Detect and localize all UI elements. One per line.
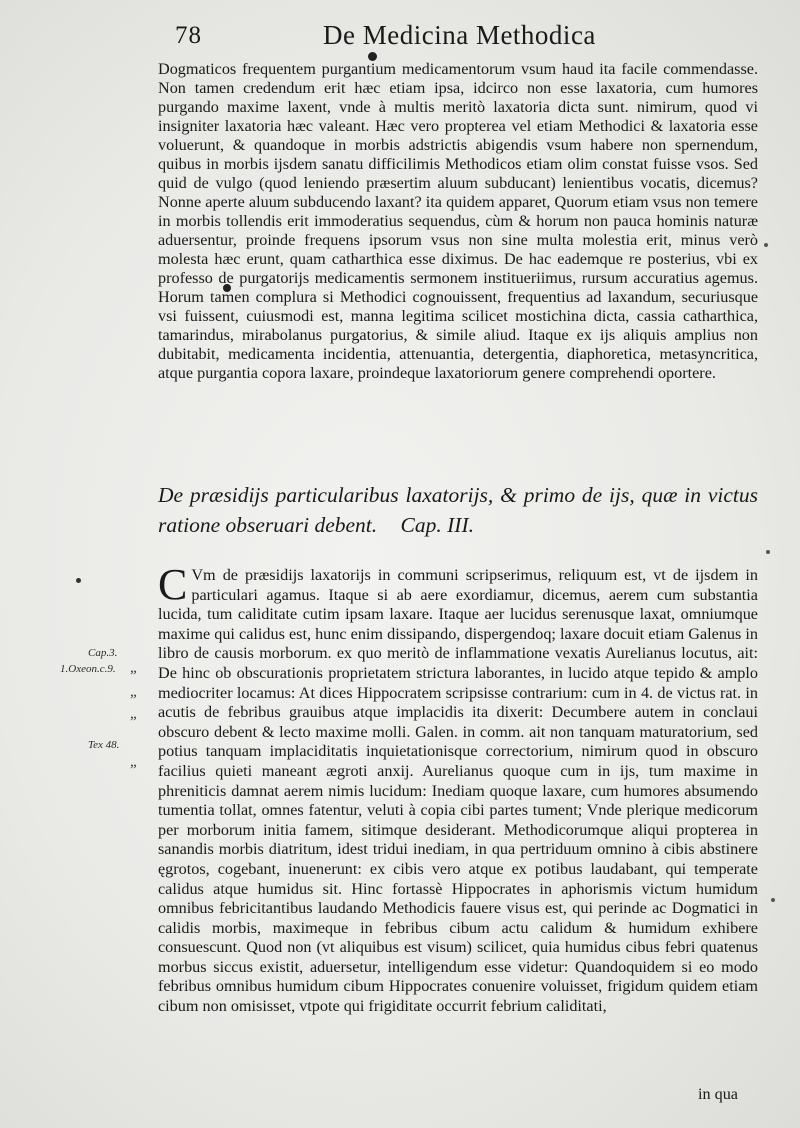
chapter-heading-text: De præsidijs particularibus laxatorijs, & primo de ijs, quæ in victus ratione obseruari debent.	[158, 483, 758, 537]
page-number: 78	[175, 22, 202, 49]
body-paragraph: Dogmaticos frequentem purgantium medicamentorum vsum haud ita facile commendasse. Non tamen credendum erit hæc etiam ipsa, idcirco non esse laxatoria, cum humores purgando maxime laxent, vnde à multis meritò laxatoria dicta sunt. nimirum, quod vi insigniter laxatoria hæc valeant. Hæc vero propterea vel etiam Methodici & laxatoria esse voluerunt, & quandoque in morbis adstrictis abigendis vsum habere non spernendum, quibus in morbis ijsdem sanatu difficilimis Methodicos etiam olim constat fuisse vsos. Sed quid de vulgo (quod leniendo præsertim aluum subducant) lenientibus vocatis, dicemus? Nonne aperte aluum subducendo laxant? ita quidem apparet, Quorum etiam vsus non temere in morbis tollendis erit immoderatius sequendus, cùm & horum non pauca hominis naturæ aduersentur, proinde frequens ipsorum vsus non sine multa molestia erit, minus verò molesta hæc erunt, quam catharthica esse diximus. De hac eademque re posterius, vbi ex professo de purgatorijs medicamentis sermonem institueriimus, rursum accuratius agemus. Horum tamen complura si Methodici cognouissent, frequentius ad laxandum, securiusque vsi fuissent, cuiusmodi est, manna legitima scilicet mostichina dicta, cassia catharthica, tamarindus, mirabolanus purgatorius, & simile aliud. Itaque ex ijs aliquis amplius non dubitabit, medicamenta incidentia, attenuantia, detergentia, diaphoretica, metasyncritica, atque purgantia copora laxare, proindeque laxatoriorum genere comprehendi oportere.	[158, 60, 758, 382]
margin-dot	[766, 550, 770, 554]
margin-note: Cap.3.	[88, 647, 118, 659]
margin-dot	[76, 578, 81, 583]
quote-mark: „	[130, 660, 137, 676]
chapter-heading	[158, 480, 758, 540]
margin-note: 1.Oxeon.c.9.	[60, 663, 116, 675]
quote-mark: „	[130, 754, 137, 770]
chapter-paragraph	[158, 560, 758, 1017]
quote-mark: „	[130, 706, 137, 722]
catchword: in qua	[697, 1085, 738, 1103]
running-title: De Medicina Methodica	[323, 20, 596, 50]
margin-dot	[771, 898, 775, 902]
margin-note: Tex 48.	[88, 739, 120, 751]
page-header	[175, 18, 635, 58]
quote-mark: „	[130, 684, 137, 700]
drop-cap: C	[158, 560, 188, 609]
chapter-body-text: Vm de præsidijs laxatorijs in communi scripserimus, reliquum est, vt de ijsdem in particulari agamus. Itaque si ab aere exordiamur, dicemus, aerem cum substantia lucida, tum caliditate cutim ipsam laxare. Itaque aer lucidus serenusque laxat, omniumque maxime qui calidus est, hunc enim dissipando, dispergendoq; laxare docuit etiam Galenus in libro de causis morborum. ex quo meritò de inflammatione vexatis Aurelianus locutus, ait: De hinc ob obscurationis proprietatem strictura laborantes, in lucido atque tepido & amplo mediocriter locamus: At dices Hippocratem scripsisse contrarium: cum in 4. de victus rat. in acutis de febribus grauibus atque implacidis ita dixerit: Decumbere autem in conclaui obscuro debent & lecto maxime molli. Galen. in comm. ait non tanquam maturatorium, sed potius tanquam implaciditatis inquietationisque correctorium, nimirum quod in obscuro facilius quieti maneant ægroti anxij. Aurelianus quoque cum in ijs, tum maxime in phreniticis damnat aerem nimis lucidum: Inediam quoque laxare, cum humores absumendo tumentia tollat, omnes fatentur, veluti à copia cibi partes tument; Vnde plerique medicorum per morborum initia famem, sitimque desiderant. Methodicorumque aliqui propterea in sanandis morbis diatritum, idest tridui inediam, in qua pertriduum omnino à cibis abstinere ęgrotos, cogebant, inuenerunt: ex cibis vero atque ex potibus laudabant, qui temperate calidus atque humidus sit. Hinc fortassè Hippocrates in aphorismis victum humidum omnibus febricitantibus laudando Methodicis fauere visus est, qui perinde ac Dogmatici in calidis morbis, maximeque in febribus cibum actu calidum & humidum exhibere consuescunt. Quod non (vt aliquibus est visum) scilicet, quia humidus cibus febri quatenus morbus siccus existit, aduersetur, intelligendum esse videtur: Quandoquidem si eo modo febribus omnibus humidum cibum Hippocrates conuenire voluisset, frigidum quidem etiam cibum non omisisset, vtpote qui frigiditate occurrit febrium caliditati,	[158, 566, 758, 1016]
chapter-number: Cap. III.	[400, 513, 474, 537]
margin-dot	[764, 243, 768, 247]
